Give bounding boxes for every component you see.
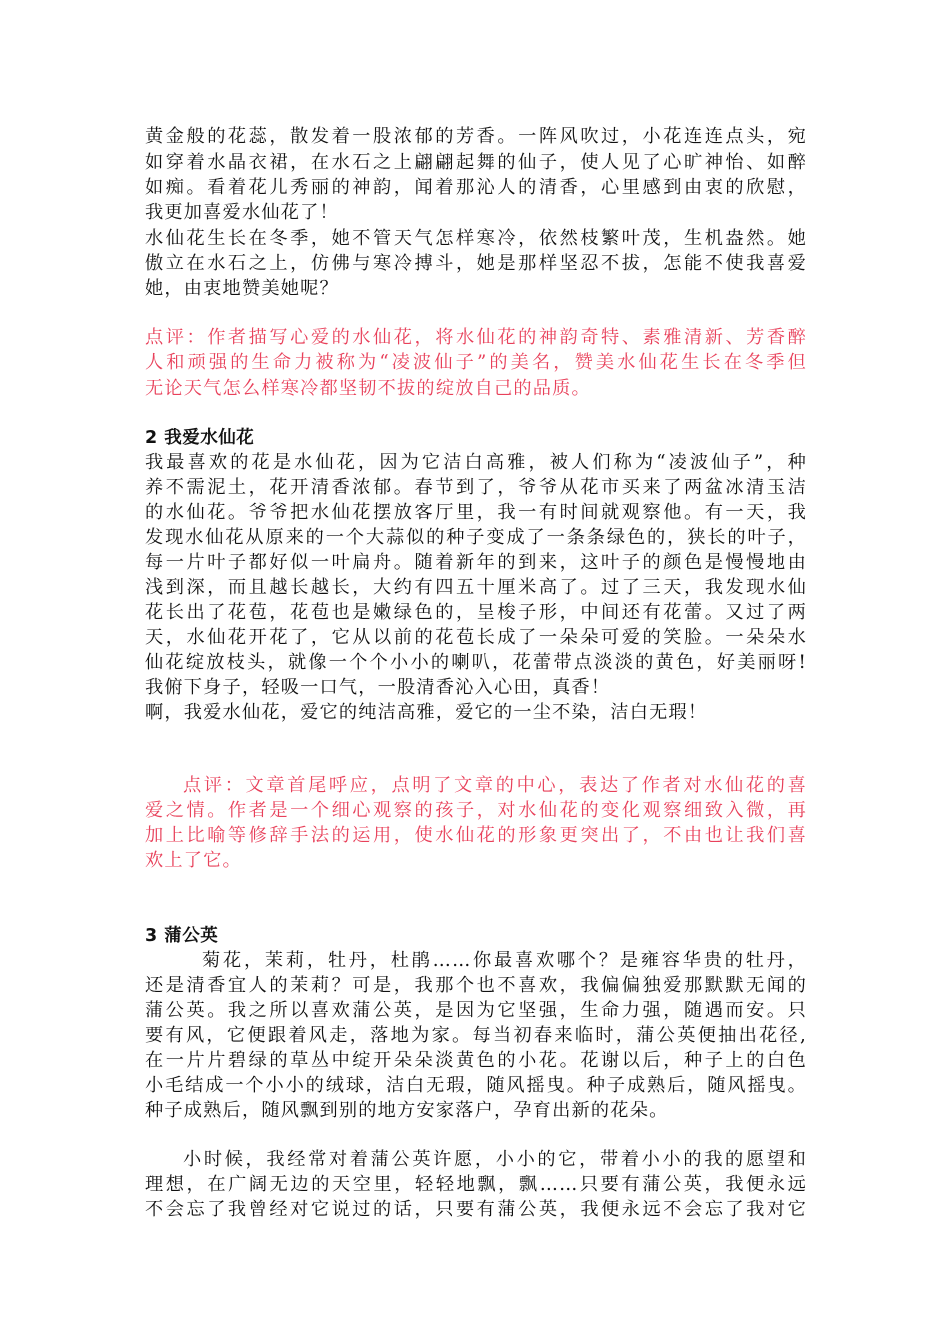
s2-line-4: 发现水仙花从原来的一个大蒜似的种子变成了一条条绿色的，狭长的叶子， — [145, 527, 807, 548]
s2-line-1: 我最喜欢的花是水仙花，因为它洁白高雅，被人们称为“凌波仙子”，种 — [145, 452, 807, 473]
s1-p2-line-1: 水仙花生长在冬季，她不管天气怎样寒冷，依然枝繁叶茂，生机盎然。她 — [145, 228, 807, 249]
s2-line-5: 每一片叶子都好似一叶扁舟。随着新年的到来，这叶子的颜色是慢慢地由 — [145, 552, 807, 573]
s1-p1-line-1: 黄金般的花蕊，散发着一股浓郁的芳香。一阵风吹过，小花连连点头，宛 — [145, 126, 807, 147]
s2-comment-line-1: 点评：文章首尾呼应，点明了文章的中心，表达了作者对水仙花的喜 — [183, 775, 807, 796]
s3-p2-line-2: 理想，在广阔无边的天空里，轻轻地飘，飘……只要有蒲公英，我便永远 — [145, 1174, 807, 1195]
s1-p2-line-2: 傲立在水石之上，仿佛与寒冷搏斗，她是那样坚忍不拔，怎能不使我喜爱 — [145, 253, 807, 274]
s1-p2-line-3: 她，由衷地赞美她呢？ — [145, 278, 339, 299]
s2-line-6: 浅到深，而且越长越长，大约有四五十厘米高了。过了三天，我发现水仙 — [145, 577, 807, 598]
s2-line-7: 花长出了花苞，花苞也是嫩绿色的，呈梭子形，中间还有花蕾。又过了两 — [145, 602, 807, 623]
s2-line-9: 仙花绽放枝头，就像一个个小小的喇叭，花蕾带点淡淡的黄色，好美丽呀! — [145, 652, 807, 673]
section-2-title: 2 我爱水仙花 — [145, 428, 255, 448]
s1-p1-line-2: 如穿着水晶衣裙，在水石之上翩翩起舞的仙子，使人见了心旷神怡、如醉 — [145, 152, 807, 173]
s1-p1-line-4: 我更加喜爱水仙花了！ — [145, 202, 339, 223]
s2-comment-line-2: 爱之情。作者是一个细心观察的孩子，对水仙花的变化观察细致入微，再 — [145, 800, 807, 821]
s2-line-3: 的水仙花。爷爷把水仙花摆放客厅里，我一有时间就观察他。有一天，我 — [145, 502, 807, 523]
s2-comment-line-4: 欢上了它。 — [145, 850, 242, 871]
s3-p2-line-1: 小时候，我经常对着蒲公英许愿，小小的它，带着小小的我的愿望和 — [183, 1149, 807, 1170]
s3-p2-line-3: 不会忘了我曾经对它说过的话，只要有蒲公英，我便永远不会忘了我对它 — [145, 1199, 807, 1220]
s2-line-8: 天，水仙花开花了，它从以前的花苞长成了一朵朵可爱的笑脸。一朵朵水 — [145, 627, 807, 648]
s2-comment-line-3: 加上比喻等修辞手法的运用，使水仙花的形象更突出了，不由也让我们喜 — [145, 825, 807, 846]
s1-comment-line-2: 人和顽强的生命力被称为“凌波仙子”的美名，赞美水仙花生长在冬季但 — [145, 352, 807, 373]
s2-line-2: 养不需泥土，花开清香浓郁。春节到了，爷爷从花市买来了两盆冰清玉洁 — [145, 477, 807, 498]
s1-comment-line-1: 点评：作者描写心爱的水仙花，将水仙花的神韵奇特、素雅清新、芳香醉 — [145, 327, 807, 348]
s2-line-10: 我俯下身子，轻吸一口气，一股清香沁入心田，真香！ — [145, 677, 611, 698]
s3-p1-line-6: 小毛结成一个小小的绒球，洁白无瑕，随风摇曳。种子成熟后，随风摇曳。 — [145, 1075, 807, 1096]
s3-p1-line-5: 在一片片碧绿的草丛中绽开朵朵淡黄色的小花。花谢以后，种子上的白色 — [145, 1050, 807, 1071]
s2-line-11: 啊，我爱水仙花，爱它的纯洁高雅，爱它的一尘不染，洁白无瑕！ — [145, 702, 708, 723]
section-3-title: 3 蒲公英 — [145, 926, 219, 946]
s1-p1-line-3: 如痴。看着花儿秀丽的神韵，闻着那沁人的清香，心里感到由衷的欣慰， — [145, 177, 807, 198]
s3-p1-line-2: 还是清香宜人的茉莉？可是，我那个也不喜欢，我偏偏独爱那默默无闻的 — [145, 975, 807, 996]
s3-p1-line-3: 蒲公英。我之所以喜欢蒲公英，是因为它坚强，生命力强，随遇而安。只 — [145, 1000, 807, 1021]
s3-p1-line-7: 种子成熟后，随风飘到别的地方安家落户，孕育出新的花朵。 — [145, 1100, 669, 1121]
s3-p1-line-1: 菊花，茉莉，牡丹，杜鹃……你最喜欢哪个？是雍容华贵的牡丹， — [202, 950, 807, 971]
s1-comment-line-3: 无论天气怎么样寒冷都坚韧不拔的绽放自己的品质。 — [145, 378, 591, 399]
s3-p1-line-4: 要有风，它便跟着风走，落地为家。每当初春来临时，蒲公英便抽出花径, — [145, 1025, 807, 1046]
